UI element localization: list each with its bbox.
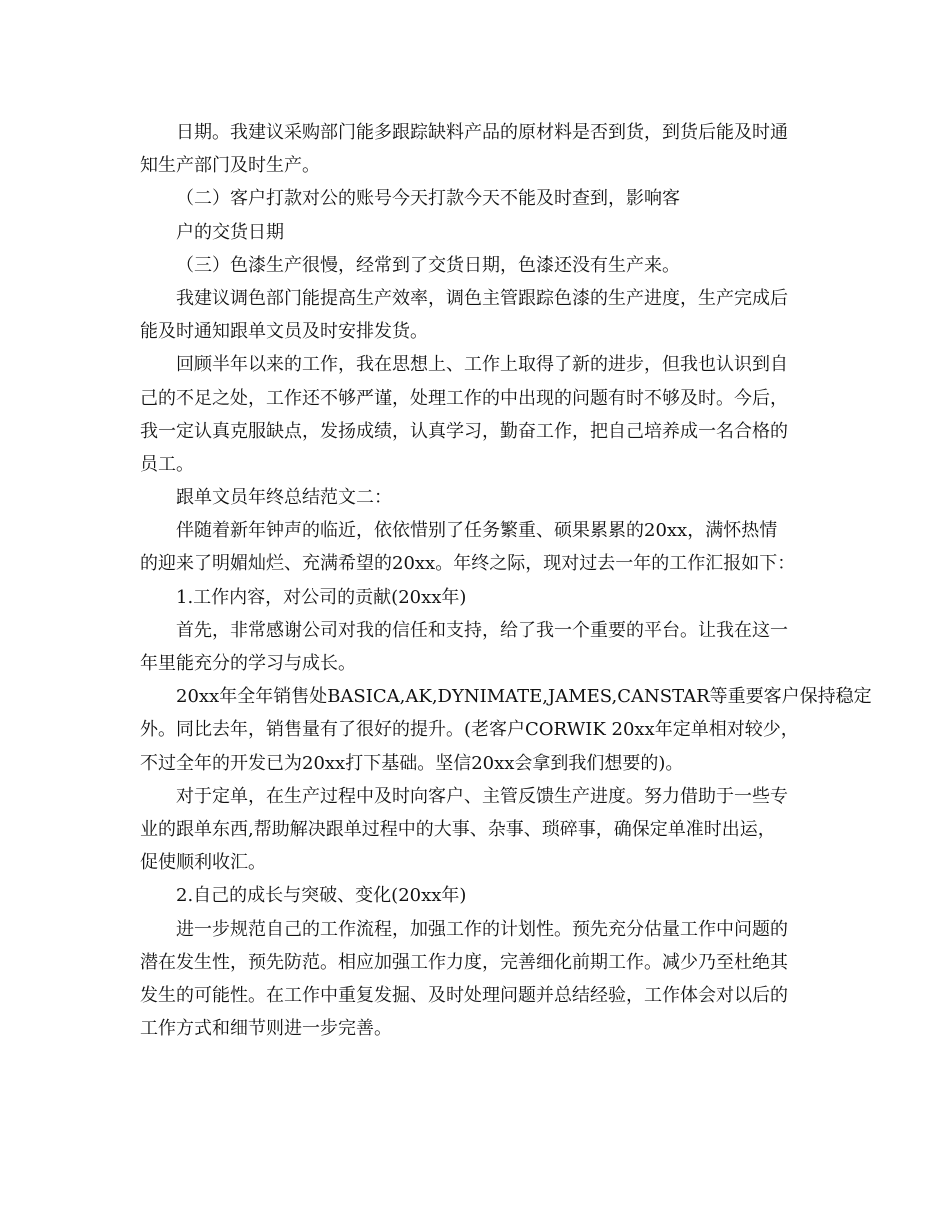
text-line: 发生的可能性。在工作中重复发掘、及时处理问题并总结经验，工作体会对以后的 xyxy=(140,984,788,1006)
subsection-heading: 2.自己的成长与突破、变化(20xx年) xyxy=(176,885,467,907)
text-line: 进一步规范自己的工作流程，加强工作的计划性。预先充分估量工作中问题的 xyxy=(176,918,788,940)
text-line: 员工。 xyxy=(140,453,194,475)
text-line: 己的不足之处，工作还不够严谨，处理工作的中出现的问题有时不够及时。今后， xyxy=(140,387,788,409)
text-line: 首先，非常感谢公司对我的信任和支持，给了我一个重要的平台。让我在这一 xyxy=(176,619,788,641)
text-line: 户的交货日期 xyxy=(176,221,284,243)
text-line: 回顾半年以来的工作，我在思想上、工作上取得了新的进步，但我也认识到自 xyxy=(176,354,788,376)
text-line: （三）色漆生产很慢，经常到了交货日期，色漆还没有生产来。 xyxy=(176,254,680,276)
text-line: 能及时通知跟单文员及时安排发货。 xyxy=(140,321,428,343)
text-line: 外。同比去年，销售量有了很好的提升。(老客户CORWIK 20xx年定单相对较少， xyxy=(140,719,799,741)
text-line: 20xx年全年销售处BASICA,AK,DYNIMATE,JAMES,CANSTAR等重要客户保持稳定 xyxy=(176,686,872,708)
text-line: 不过全年的开发已为20xx打下基础。坚信20xx会拿到我们想要的)。 xyxy=(140,752,684,774)
text-line: 工作方式和细节则进一步完善。 xyxy=(140,1018,392,1040)
text-line: 伴随着新年钟声的临近，依依惜别了任务繁重、硕果累累的20xx，满怀热情 xyxy=(176,520,778,542)
text-line: 业的跟单东西,帮助解决跟单过程中的大事、杂事、琐碎事，确保定单准时出运， xyxy=(140,818,776,840)
text-line: 促使顺利收汇。 xyxy=(140,852,266,874)
text-line: 我一定认真克服缺点，发扬成绩，认真学习，勤奋工作，把自己培养成一名合格的 xyxy=(140,420,788,442)
text-line: 的迎来了明媚灿烂、充满希望的20xx。年终之际，现对过去一年的工作汇报如下： xyxy=(140,553,796,575)
subsection-heading: 1.工作内容，对公司的贡献(20xx年) xyxy=(176,586,467,608)
text-line: （二）客户打款对公的账号今天打款今天不能及时查到，影响客 xyxy=(176,188,680,210)
text-line: 潜在发生性，预先防范。相应加强工作力度，完善细化前期工作。减少乃至杜绝其 xyxy=(140,951,788,973)
section-heading: 跟单文员年终总结范文二： xyxy=(176,487,392,509)
text-line: 对于定单，在生产过程中及时向客户、主管反馈生产进度。努力借助于一些专 xyxy=(176,785,788,807)
text-line: 年里能充分的学习与成长。 xyxy=(140,653,356,674)
text-line: 日期。我建议采购部门能多跟踪缺料产品的原材料是否到货，到货后能及时通 xyxy=(176,122,788,143)
document-body xyxy=(140,116,872,1045)
text-line: 我建议调色部门能提高生产效率，调色主管跟踪色漆的生产进度，生产完成后 xyxy=(176,287,788,309)
text-line: 知生产部门及时生产。 xyxy=(140,155,320,177)
